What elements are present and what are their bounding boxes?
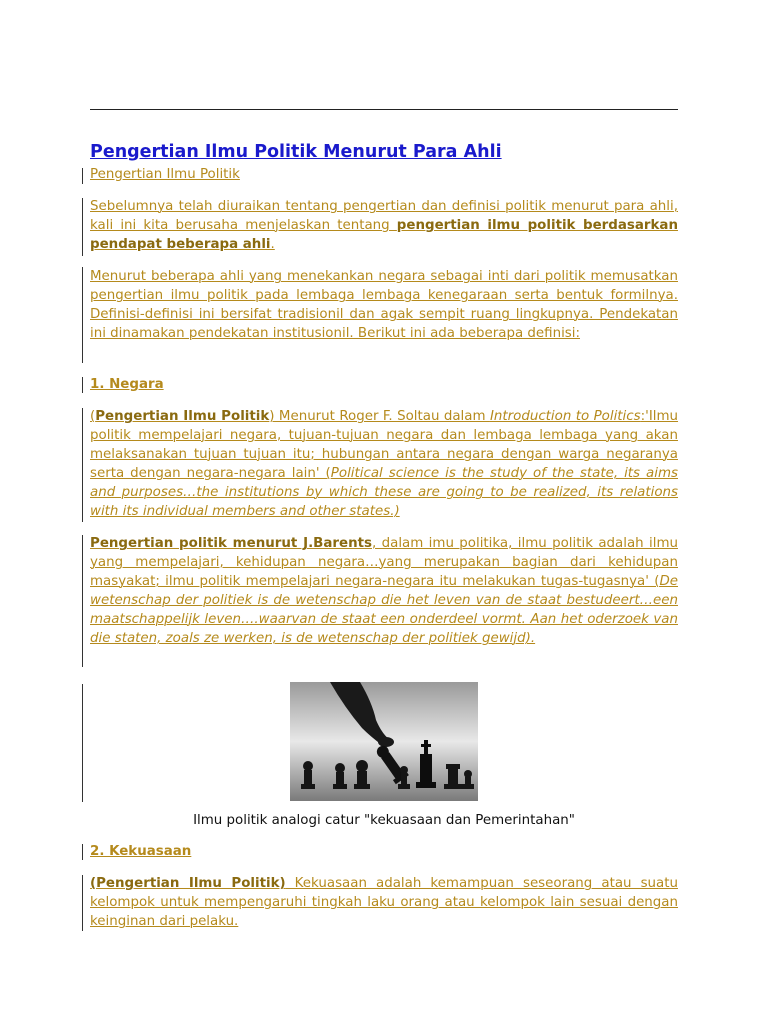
quote-bar [82, 267, 83, 363]
section1-heading-block [90, 375, 678, 394]
section2-heading-block [90, 842, 678, 861]
kekuasaan-block [90, 874, 678, 931]
intro-block [90, 197, 678, 254]
subtitle-link[interactable]: Pengertian Ilmu Politik [90, 167, 240, 182]
subtitle-block [90, 165, 678, 184]
quote-bar [82, 684, 83, 802]
quote-bar [82, 168, 83, 184]
page-title[interactable]: Pengertian Ilmu Politik Menurut Para Ahli [90, 142, 502, 162]
quote-bar [82, 408, 83, 522]
figure-caption: Ilmu politik analogi catur "kekuasaan dan Pemerintahan" [193, 813, 575, 828]
quote-bar [82, 844, 83, 860]
chess-illustration [290, 682, 478, 801]
intro-paragraph[interactable]: Sebelumnya telah diuraikan tentang pengertian dan definisi politik menurut para ahli, kali ini kita berusaha menjelaskan tentang pengertian ilmu politik berdasarkan pendapat beberapa ahli. [90, 199, 678, 252]
quote-bar [82, 875, 83, 931]
section-heading-negara[interactable]: 1. Negara [90, 377, 164, 392]
chess-image [290, 682, 478, 801]
barents-paragraph[interactable]: Pengertian politik menurut J.Barents, dalam imu politika, ilmu politik adalah ilmu yang mempelajari, kehidupan negara…yang merupakan bagian dari kehidupan masyakat; ilmu politik mempelajari negara-negara itu melakukan tugas-tugasnya' (De wetenschap der politiek is de wetenschap die het leven van de staat bestudeert…een maatschappelijk leven….waarvan de staat een onderdeel vormt. Aan het oderzoek van die staten, zoals ze werken, is de wetenschap der politiek gewijd). [90, 536, 678, 646]
barents-block [90, 534, 678, 648]
quote-bar [82, 198, 83, 256]
top-divider [90, 109, 678, 110]
kekuasaan-paragraph[interactable]: (Pengertian Ilmu Politik) Kekuasaan adalah kemampuan seseorang atau suatu kelompok untuk mempengaruhi tingkah laku orang atau kelompok lain sesuai dengan keinginan dari pelaku. [90, 876, 678, 929]
section-heading-kekuasaan[interactable]: 2. Kekuasaan [90, 844, 192, 859]
definitions-intro-block [90, 267, 678, 343]
definitions-intro-paragraph[interactable]: Menurut beberapa ahli yang menekankan negara sebagai inti dari politik memusatkan pengertian ilmu politik pada lembaga lembaga kenegaraan serta bentuk formilnya. Definisi-definisi ini bersifat tradisionil dan agak sempit ruang lingkupnya. Pendekatan ini dinamakan pendekatan institusionil. Berikut ini ada beberapa definisi: [90, 269, 678, 341]
soltau-paragraph[interactable]: (Pengertian Ilmu Politik) Menurut Roger F. Soltau dalam Introduction to Politics:'Ilmu politik mempelajari negara, tujuan-tujuan negara dan lembaga lembaga yang akan melaksanakan tujuan tujuan itu; hubungan antara negara dengan warga negaranya serta dengan negara-negara lain' (Political science is the study of the state, its aims and purposes…the institutions by which these are going to be realized, its relations with its individual members and other states.) [90, 409, 679, 519]
soltau-block [90, 407, 678, 521]
quote-bar [82, 377, 83, 393]
quote-bar [82, 535, 83, 667]
